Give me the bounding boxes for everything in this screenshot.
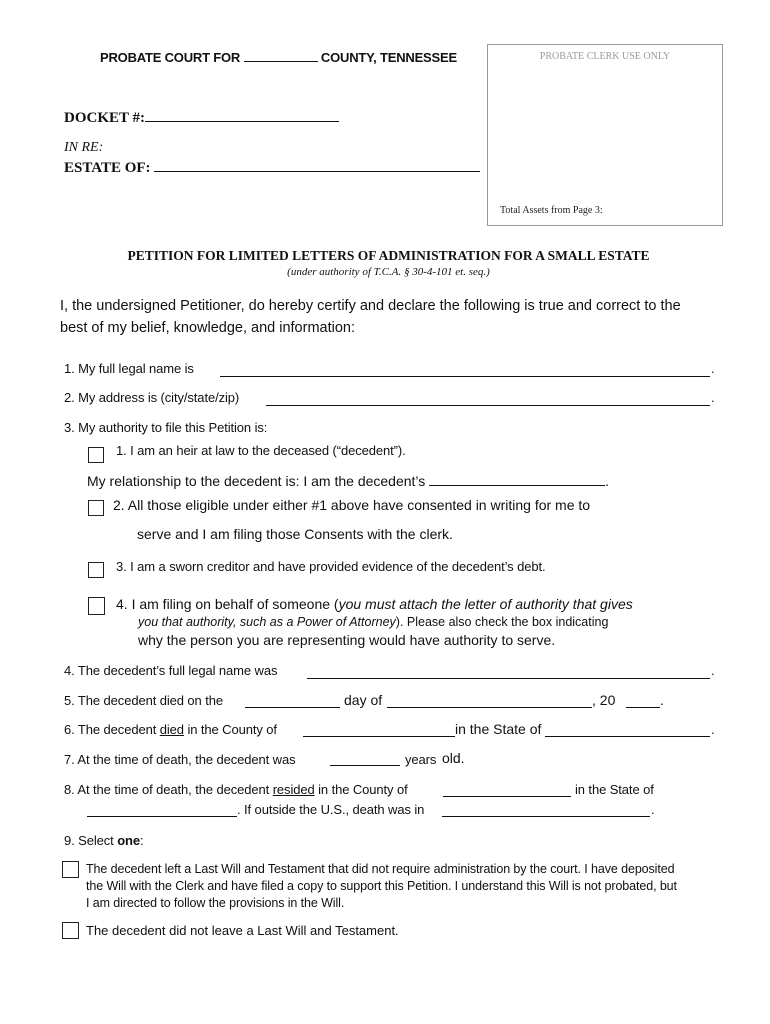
item-9-text-a: 9. Select — [64, 833, 118, 848]
death-day-blank[interactable] — [245, 694, 340, 708]
item-5-year-prefix: , 20 — [592, 692, 616, 708]
decedent-name-blank[interactable] — [307, 665, 710, 679]
foreign-death-blank[interactable] — [442, 803, 650, 817]
heir-option-label: 1. I am an heir at law to the deceased (“decedent”). — [116, 443, 406, 458]
behalf-text-italic-a: you must attach the letter of authority that gives — [338, 596, 633, 612]
residence-state-blank[interactable] — [87, 803, 237, 817]
estate-label: ESTATE OF: — [64, 160, 151, 176]
item-4-label: 4. The decedent’s full legal name was — [64, 663, 278, 678]
heir-checkbox[interactable] — [88, 447, 104, 463]
total-assets-label: Total Assets from Page 3: — [500, 205, 603, 216]
intro-line-1: I, the undersigned Petitioner, do hereby certify and declare the following is true and correct to the — [60, 298, 681, 314]
court-heading — [100, 48, 457, 65]
consent-option-line-2: serve and I am filing those Consents with the clerk. — [137, 526, 453, 542]
no-will-checkbox[interactable] — [62, 922, 79, 939]
intro-line-2: best of my belief, knowledge, and information: — [60, 320, 355, 336]
item-5-period: . — [660, 692, 664, 708]
no-will-option-label: The decedent did not leave a Last Will and Testament. — [86, 923, 399, 938]
behalf-option-line-1 — [116, 596, 633, 612]
petition-title: PETITION FOR LIMITED LETTERS OF ADMINISTRATION FOR A SMALL ESTATE — [127, 248, 650, 263]
item-8-outside-label: . If outside the U.S., death was in — [237, 802, 425, 817]
item-7-old: old. — [442, 750, 465, 766]
item-9-text-b: : — [140, 833, 144, 848]
item-1 — [64, 361, 194, 376]
item-5-label: 5. The decedent died on the — [64, 693, 223, 708]
item-1-period: . — [711, 361, 715, 376]
residence-county-blank[interactable] — [443, 783, 571, 797]
item-8-state-label: in the State of — [575, 782, 654, 797]
estate-row — [64, 158, 480, 177]
will-checkbox[interactable] — [62, 861, 79, 878]
behalf-text-italic-b: you that authority, such as a Power of Attorney — [138, 615, 396, 629]
behalf-option-line-3: why the person you are representing would have authority to serve. — [138, 632, 556, 648]
item-3-label: 3. My authority to file this Petition is: — [64, 420, 268, 435]
behalf-text-b: ). Please also check the box indicating — [395, 615, 609, 629]
in-re-label: IN RE: — [64, 140, 104, 155]
docket-blank[interactable] — [145, 108, 339, 122]
death-month-blank[interactable] — [387, 694, 592, 708]
will-option-line-3: I am directed to follow the provisions in the Will. — [86, 896, 345, 910]
will-option-line-2: the Will with the Clerk and have filed a copy to support this Petition. I understand this Will is not probated, but — [86, 879, 677, 893]
item-8-row-1 — [64, 782, 408, 797]
clerk-use-label: PROBATE CLERK USE ONLY — [539, 51, 671, 62]
item-2-label: 2. My address is (city/state/zip) — [64, 390, 240, 405]
behalf-checkbox[interactable] — [88, 597, 105, 615]
consent-checkbox[interactable] — [88, 500, 104, 516]
item-8-resided: resided — [272, 782, 315, 797]
item-8-period: . — [651, 802, 655, 817]
item-8-text-b: in the County of — [314, 782, 408, 797]
item-1-label: 1. My full legal name is — [64, 361, 194, 376]
item-6-died: died — [159, 722, 184, 737]
relationship-label: My relationship to the decedent is: I am the decedent’s — [87, 473, 426, 489]
docket-label: DOCKET #: — [64, 110, 145, 126]
item-6-row — [64, 722, 277, 737]
item-7-label: 7. At the time of death, the decedent was — [64, 752, 296, 767]
item-4-period: . — [711, 663, 715, 678]
county-blank[interactable] — [244, 48, 318, 62]
item-9-one: one — [117, 833, 141, 848]
item-8-text-a: 8. At the time of death, the decedent — [64, 782, 273, 797]
item-6-period: . — [711, 722, 715, 737]
death-state-blank[interactable] — [545, 723, 710, 737]
item-6-text-b: in the County of — [183, 722, 277, 737]
death-year-blank[interactable] — [626, 694, 660, 708]
item-7-years: years — [405, 752, 437, 767]
address-blank[interactable] — [266, 392, 710, 406]
will-option-line-1: The decedent left a Last Will and Testament that did not require administration by the court. I have deposited — [86, 862, 675, 876]
item-2-period: . — [711, 390, 715, 405]
creditor-checkbox[interactable] — [88, 562, 104, 578]
court-suffix: COUNTY, TENNESSEE — [320, 50, 457, 65]
item-6-text-a: 6. The decedent — [64, 722, 160, 737]
relationship-row — [87, 472, 609, 489]
relationship-period: . — [605, 473, 610, 489]
item-5-day-of: day of — [344, 692, 383, 708]
clerk-use-box — [487, 44, 723, 226]
court-prefix: PROBATE COURT FOR — [100, 50, 241, 65]
consent-option-line-1: 2. All those eligible under either #1 above have consented in writing for me to — [113, 497, 591, 513]
docket-row — [64, 108, 339, 127]
item-9-row — [64, 833, 144, 848]
creditor-option-label: 3. I am a sworn creditor and have provided evidence of the decedent’s debt. — [116, 559, 546, 574]
item-6-state-label: in the State of — [455, 721, 542, 737]
petition-subtitle: (under authority of T.C.A. § 30-4-101 et. seq.) — [287, 266, 490, 278]
relationship-blank[interactable] — [429, 472, 605, 486]
behalf-text-a: 4. I am filing on behalf of someone ( — [116, 596, 339, 612]
behalf-option-line-2 — [138, 615, 608, 629]
estate-blank[interactable] — [154, 158, 480, 172]
full-name-blank[interactable] — [220, 363, 710, 377]
death-county-blank[interactable] — [303, 723, 455, 737]
age-blank[interactable] — [330, 752, 400, 766]
